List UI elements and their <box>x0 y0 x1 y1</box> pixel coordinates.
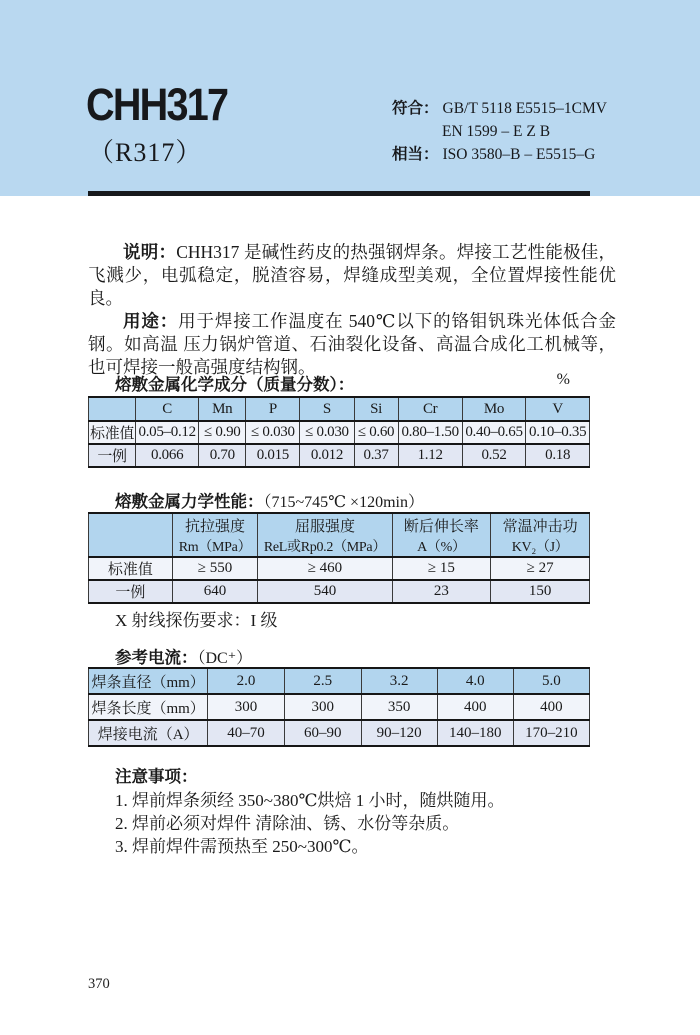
mech-header-empty <box>89 513 173 557</box>
mech-cell: ≥ 460 <box>258 557 392 580</box>
note-item: 3. 焊前焊件需预热至 250~300℃。 <box>115 837 369 856</box>
header-divider-bar <box>88 191 590 196</box>
mech-properties-table <box>88 512 590 604</box>
mech-header-line2: ReL或Rp0.2（MPa） <box>263 539 387 555</box>
usage-label: 用途： <box>123 311 179 331</box>
chem-cell: 0.40–0.65 <box>462 421 526 444</box>
header-band <box>0 0 700 196</box>
chem-cell: 0.18 <box>526 444 590 467</box>
mech-section-title: 熔敷金属力学性能： <box>115 493 264 511</box>
current-cell: 170–210 <box>513 720 589 746</box>
xray-requirement: X 射线探伤要求：I 级 <box>115 611 278 630</box>
mech-header-row <box>89 513 590 557</box>
description-label: 说明： <box>123 242 177 262</box>
conform-label: 符合： <box>392 100 439 117</box>
note-item: 2. 焊前必须对焊件 清除油、锈、水份等杂质。 <box>115 814 460 833</box>
mech-cell: 150 <box>491 580 590 603</box>
reference-current-table <box>88 667 590 747</box>
mech-row-label: 标准值 <box>89 557 173 580</box>
current-row-label: 焊条长度（mm） <box>89 694 208 720</box>
current-cell: 2.5 <box>284 668 361 694</box>
current-cell: 400 <box>437 694 513 720</box>
mech-header-yield <box>258 513 392 557</box>
chem-header-p: P <box>246 397 300 421</box>
current-row-label: 焊接电流（A） <box>89 720 208 746</box>
mech-cell: ≥ 550 <box>172 557 258 580</box>
chem-composition-table <box>88 396 590 468</box>
current-cell: 140–180 <box>437 720 513 746</box>
current-table-wrap <box>88 667 590 747</box>
chem-header-mn: Mn <box>199 397 246 421</box>
chem-cell: 0.012 <box>300 444 354 467</box>
mech-cell: 23 <box>392 580 491 603</box>
current-cell: 400 <box>513 694 589 720</box>
chem-cell: 0.10–0.35 <box>526 421 590 444</box>
current-cell: 300 <box>208 694 285 720</box>
mech-table-wrap <box>88 512 590 604</box>
mech-header-line1: 常温冲击功 <box>502 518 578 535</box>
current-section-title: 参考电流： <box>115 649 198 667</box>
conform-line <box>392 97 607 120</box>
current-cell: 3.2 <box>361 668 437 694</box>
chem-cell: 1.12 <box>398 444 462 467</box>
chem-header-empty <box>89 397 136 421</box>
chem-cell: 0.015 <box>246 444 300 467</box>
usage-text: 用于焊接工作温度在 540℃以下的铬钼钒珠光体低合金钢。如高温 压力锅炉管道、石油裂化设备、高温合成化工机械等，也可焊接一般高强度结构钢。 <box>88 311 617 377</box>
mech-header-line2: KV₂（J） <box>511 539 569 555</box>
mech-header-line2: A（%） <box>417 539 466 555</box>
chem-header-v: V <box>526 397 590 421</box>
equivalent-line <box>392 143 607 166</box>
mech-example-row <box>89 580 590 603</box>
note-item: 1. 焊前焊条须经 350~380℃烘焙 1 小时，随烘随用。 <box>115 791 505 810</box>
mech-row-label: 一例 <box>89 580 173 603</box>
mech-section-title-row <box>88 488 590 512</box>
mech-cell: 640 <box>172 580 258 603</box>
conform-value-2: EN 1599 – E Z B <box>442 123 551 140</box>
current-condition: （DC⁺） <box>197 650 253 667</box>
current-cell: 60–90 <box>284 720 361 746</box>
current-length-row <box>89 694 590 720</box>
chem-header-si: Si <box>354 397 398 421</box>
chem-cell: 0.52 <box>462 444 526 467</box>
chem-cell: ≤ 0.60 <box>354 421 398 444</box>
chem-cell: 0.37 <box>354 444 398 467</box>
chem-cell: ≤ 0.030 <box>300 421 354 444</box>
product-model-title: CHH317 <box>86 79 228 130</box>
product-alt-model: （R317） <box>88 138 203 167</box>
usage-paragraph <box>88 310 616 379</box>
chem-cell: 0.05–0.12 <box>136 421 199 444</box>
mech-header-line1: 抗拉强度 <box>184 518 245 535</box>
description-text: CHH317 是碱性药皮的热强钢焊条。焊接工艺性能极佳，飞溅少，电弧稳定，脱渣容易，焊缝成型美观，全位置焊接性能优良。 <box>88 242 617 308</box>
equivalent-value: ISO 3580–B – E5515–G <box>442 146 596 163</box>
mech-header-line1: 断后伸长率 <box>403 518 479 535</box>
chem-unit: % <box>556 371 570 388</box>
current-cell: 40–70 <box>208 720 285 746</box>
chem-cell: ≤ 0.030 <box>246 421 300 444</box>
chem-cell: 0.70 <box>199 444 246 467</box>
chem-section-title-row <box>88 371 590 395</box>
chem-header-s: S <box>300 397 354 421</box>
page-number: 370 <box>88 976 110 992</box>
current-cell: 5.0 <box>513 668 589 694</box>
chem-example-row <box>89 444 590 467</box>
current-cell: 90–120 <box>361 720 437 746</box>
current-amperage-row <box>89 720 590 746</box>
description-block <box>88 241 616 379</box>
chem-cell: 0.80–1.50 <box>398 421 462 444</box>
current-cell: 4.0 <box>437 668 513 694</box>
chem-header-row <box>89 397 590 421</box>
current-cell: 350 <box>361 694 437 720</box>
mech-header-tensile <box>172 513 258 557</box>
mech-header-line2: Rm（MPa） <box>178 539 252 555</box>
chem-header-mo: Mo <box>462 397 526 421</box>
mech-header-impact <box>491 513 590 557</box>
chem-standard-row <box>89 421 590 444</box>
chem-cell: ≤ 0.90 <box>199 421 246 444</box>
standards-block <box>392 97 607 166</box>
mech-header-elongation <box>392 513 491 557</box>
chem-section-title: 熔敷金属化学成分（质量分数）： <box>115 376 355 394</box>
current-diameter-row <box>89 668 590 694</box>
chem-row-label: 标准值 <box>89 421 136 444</box>
current-cell: 300 <box>284 694 361 720</box>
mech-cell: 540 <box>258 580 392 603</box>
chem-header-cr: Cr <box>398 397 462 421</box>
mech-cell: ≥ 15 <box>392 557 491 580</box>
equivalent-label: 相当： <box>392 146 439 163</box>
current-row-label: 焊条直径（mm） <box>89 668 208 694</box>
notes-block <box>115 766 504 858</box>
current-section-title-row <box>88 644 590 668</box>
chem-header-c: C <box>136 397 199 421</box>
mech-cell: ≥ 27 <box>491 557 590 580</box>
notes-title: 注意事项： <box>115 768 198 786</box>
mech-condition: （715~745℃ ×120min） <box>263 494 424 511</box>
mech-header-line1: 屈服强度 <box>294 518 355 535</box>
chem-cell: 0.066 <box>136 444 199 467</box>
current-cell: 2.0 <box>208 668 285 694</box>
chem-table-wrap <box>88 396 590 468</box>
conform-line-2 <box>392 120 607 143</box>
chem-row-label: 一例 <box>89 444 136 467</box>
description-paragraph <box>88 241 616 310</box>
conform-value-1: GB/T 5118 E5515–1CMV <box>442 100 607 117</box>
mech-standard-row <box>89 557 590 580</box>
